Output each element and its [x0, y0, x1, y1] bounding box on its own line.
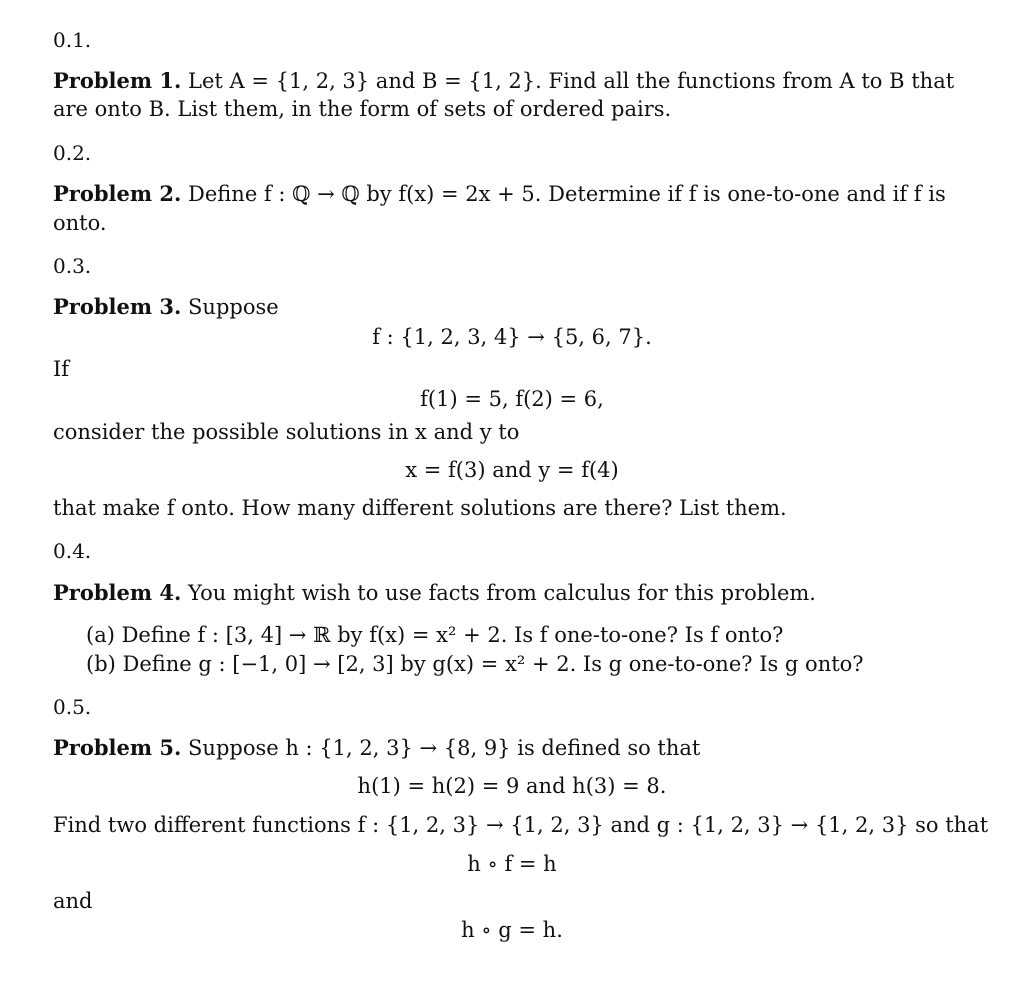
problem-5-equation-3: h ∘ g = h. [461, 918, 563, 942]
problem-1-line-1 [53, 68, 954, 94]
problem-5-intro: Suppose h : {1, 2, 3} → {8, 9} is defined so that [188, 736, 701, 760]
problem-3-equation-1: f : {1, 2, 3, 4} → {5, 6, 7}. [372, 325, 652, 349]
problem-3-consider: consider the possible solutions in x and y to [53, 420, 520, 444]
problem-4-part-a: (a) Define f : [3, 4] → ℝ by f(x) = x² + 2. Is f one-to-one? Is f onto? [86, 623, 784, 647]
problem-2-line-1 [53, 181, 946, 207]
problem-3-line-1 [53, 294, 279, 320]
problem-5-label: Problem 5. [53, 735, 182, 760]
problem-5-equation-2: h ∘ f = h [467, 852, 557, 876]
problem-3-equation-2: f(1) = 5, f(2) = 6, [420, 387, 604, 411]
problem-2-label: Problem 2. [53, 181, 182, 206]
problem-4-line-1 [53, 580, 816, 606]
problem-3-closing: that make f onto. How many different solutions are there? List them. [53, 496, 787, 520]
problem-2-text-1: Define f : ℚ → ℚ by f(x) = 2x + 5. Determine if f is one-to-one and if f is [188, 182, 946, 206]
problem-1-label: Problem 1. [53, 68, 182, 93]
section-number: 0.4. [53, 539, 92, 563]
problem-3-label: Problem 3. [53, 294, 182, 319]
problem-5-find: Find two different functions f : {1, 2, 3} → {1, 2, 3} and g : {1, 2, 3} → {1, 2, 3} so that [53, 813, 989, 837]
problem-3-equation-3: x = f(3) and y = f(4) [405, 458, 619, 482]
problem-3-intro: Suppose [188, 295, 279, 319]
section-number: 0.1. [53, 28, 92, 52]
problem-4-part-b: (b) Define g : [−1, 0] → [2, 3] by g(x) = x² + 2. Is g one-to-one? Is g onto? [86, 652, 864, 676]
problem-5-line-1 [53, 735, 700, 761]
problem-4-label: Problem 4. [53, 580, 182, 605]
problem-5-and: and [53, 889, 93, 913]
problem-2-text-2: onto. [53, 211, 107, 235]
section-number: 0.5. [53, 695, 92, 719]
problem-3-if: If [53, 357, 70, 381]
problem-1-text-2: are onto B. List them, in the form of sets of ordered pairs. [53, 97, 672, 121]
problem-1-text-1: Let A = {1, 2, 3} and B = {1, 2}. Find all the functions from A to B that [188, 69, 955, 93]
problem-4-intro: You might wish to use facts from calculus for this problem. [188, 581, 816, 605]
section-number: 0.3. [53, 254, 92, 278]
section-number: 0.2. [53, 141, 92, 165]
problem-5-equation-1: h(1) = h(2) = 9 and h(3) = 8. [357, 774, 667, 798]
